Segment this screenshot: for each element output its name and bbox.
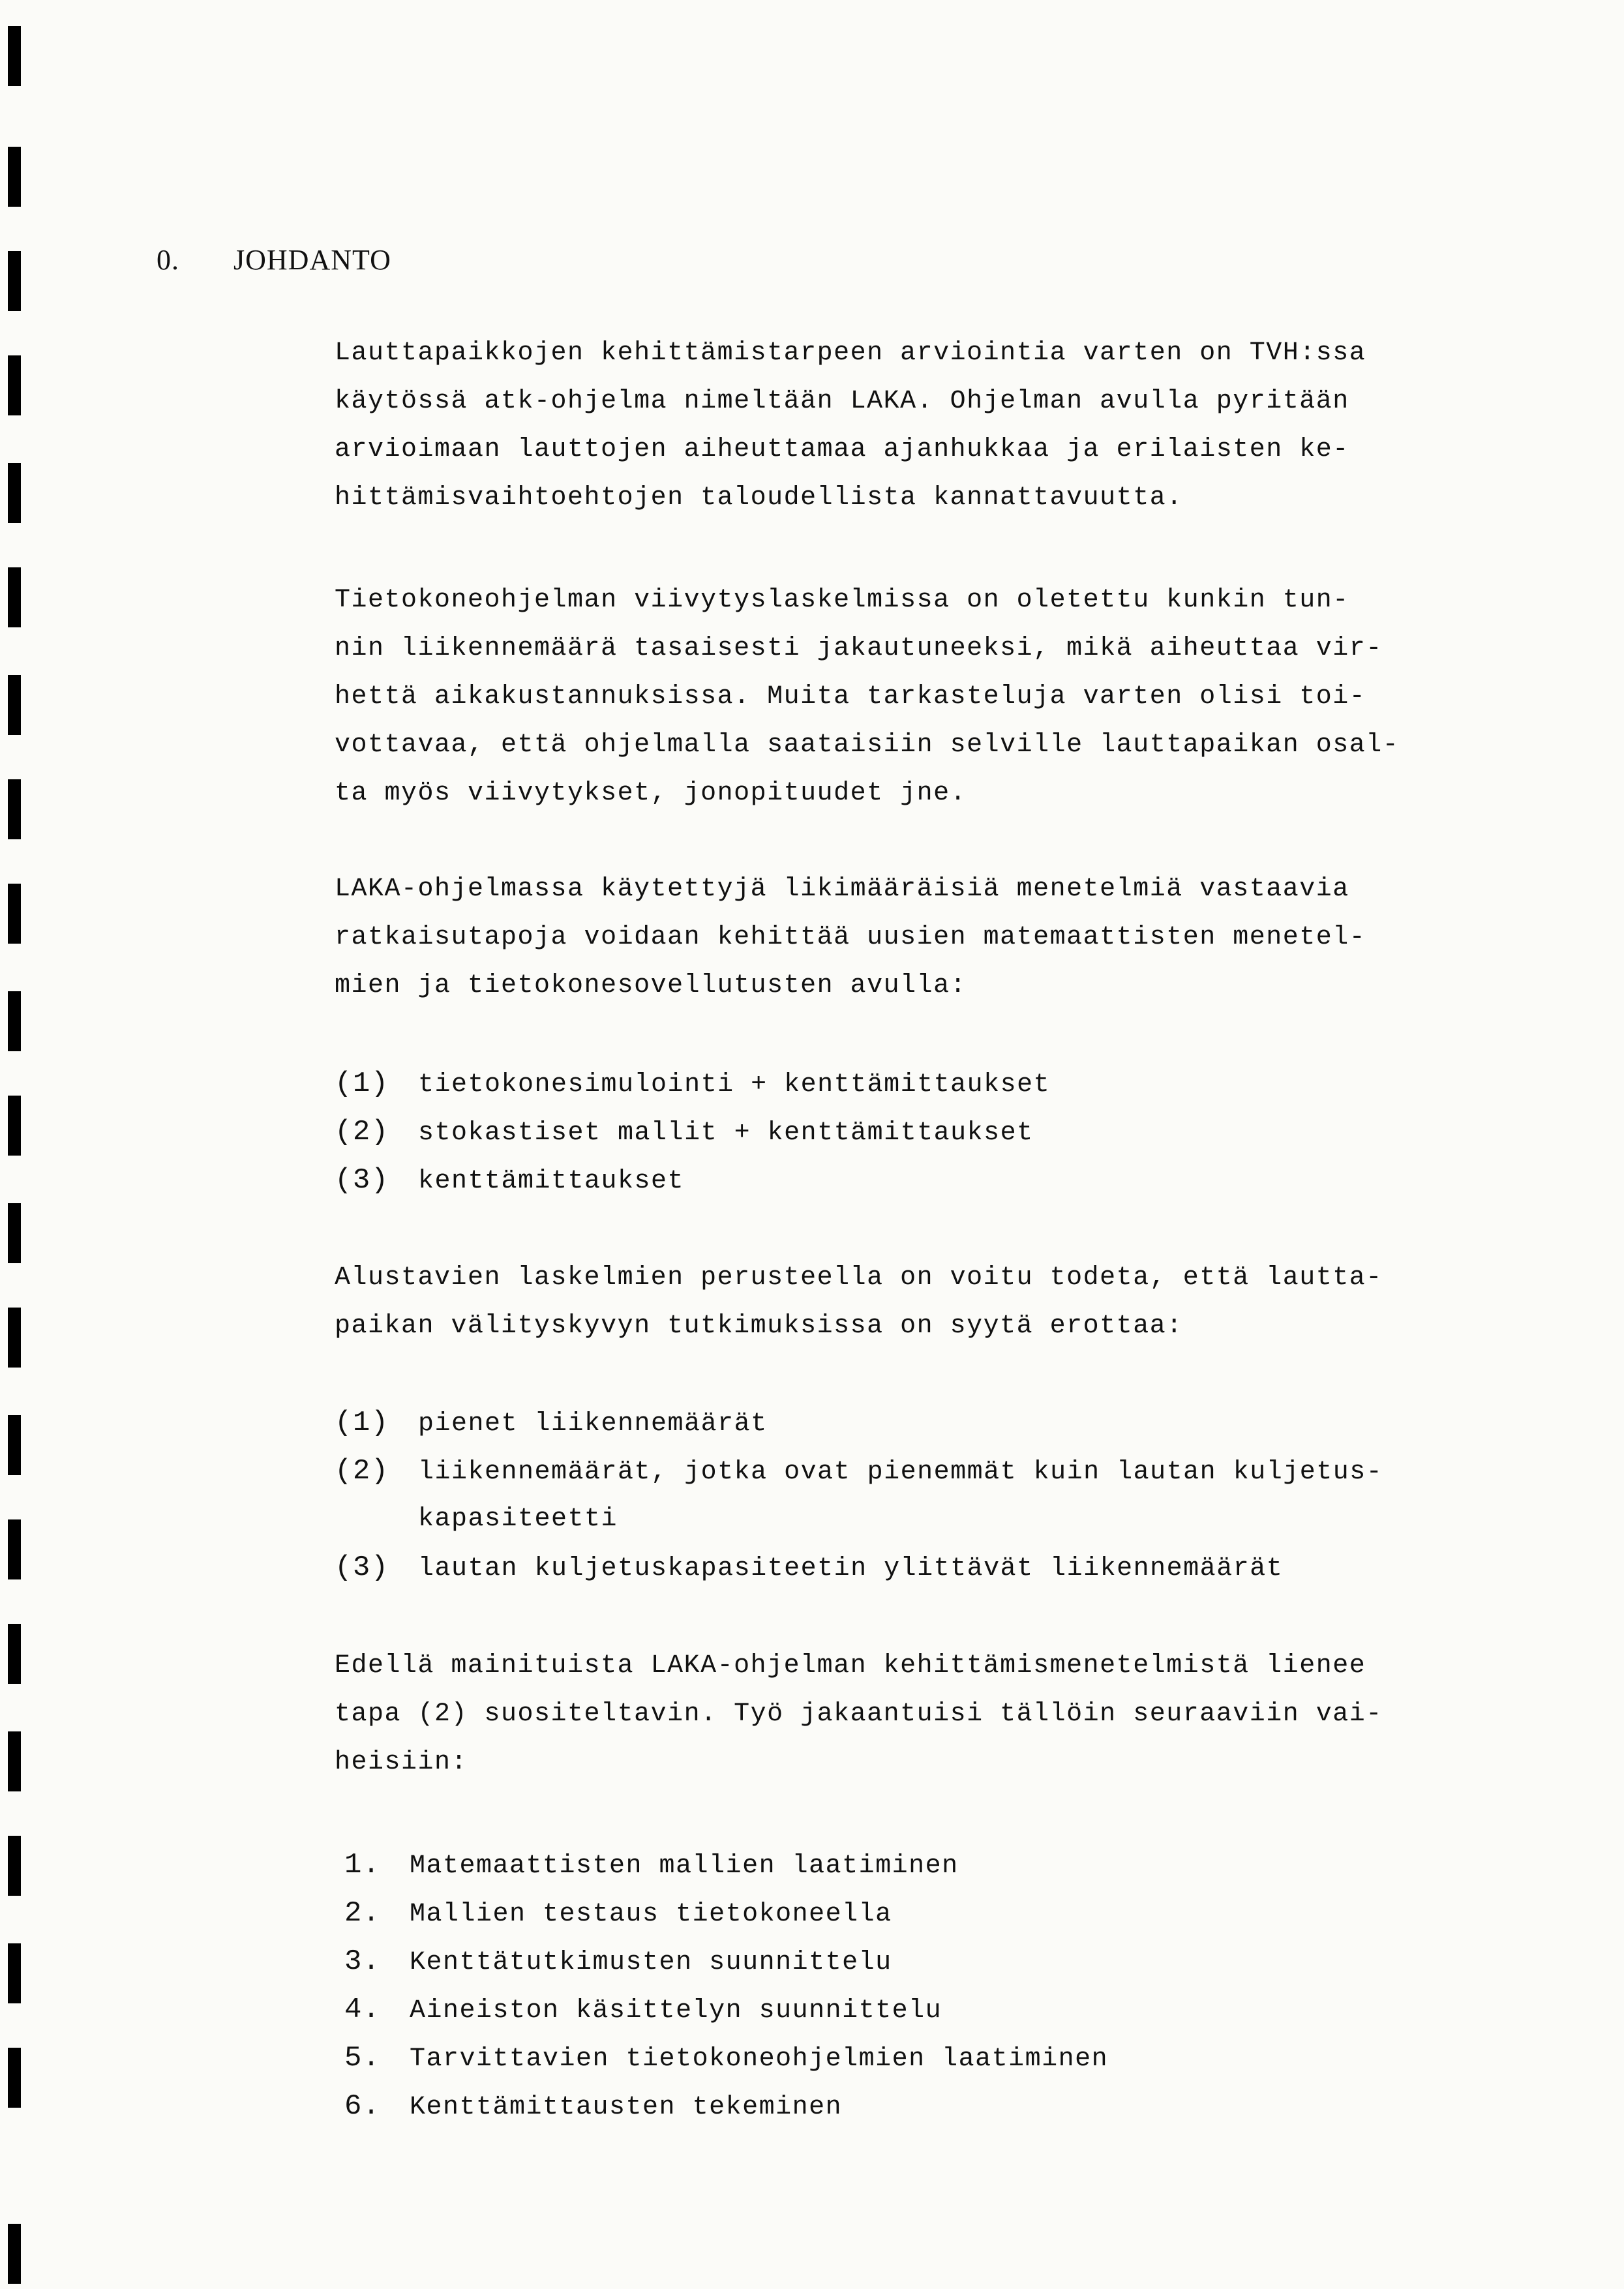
paragraph-line: mien ja tietokonesovellutusten avulla: (335, 971, 967, 1000)
list-marker: 3. (344, 1945, 381, 1978)
paragraph-line: hittämisvaihtoehtojen taloudellista kannattavuutta. (335, 483, 1183, 513)
list-item-text: pienet liikennemäärät (418, 1409, 768, 1439)
traffic-list (335, 1399, 1574, 1592)
paragraph-delay-calculations (335, 576, 1574, 818)
list-marker: (2) (335, 1116, 389, 1148)
list-item-text: kenttämittaukset (418, 1167, 685, 1196)
list-marker: (3) (335, 1164, 389, 1197)
paragraph-preliminary (335, 1254, 1574, 1351)
list-marker: 5. (344, 2042, 381, 2074)
paragraph-line: Tietokoneohjelman viivytyslaskelmissa on oletettu kunkin tun- (335, 586, 1349, 615)
paragraph-line: paikan välityskyvyn tutkimuksissa on syytä erottaa: (335, 1311, 1183, 1341)
paragraph-line: ratkaisutapoja voidaan kehittää uusien matemaattisten menetel- (335, 923, 1366, 952)
binding-hole (8, 147, 21, 207)
binding-hole (8, 567, 21, 627)
list-marker: (2) (335, 1455, 389, 1488)
methods-list (335, 1060, 1574, 1204)
list-item-text: Matemaattisten mallien laatiminen (410, 1851, 959, 1881)
list-item-text: lautan kuljetuskapasiteetin ylittävät liikennemäärät (418, 1554, 1284, 1583)
binding-hole (8, 1096, 21, 1156)
list-item (344, 2034, 1584, 2082)
binding-hole (8, 884, 21, 944)
list-item (344, 1889, 1584, 1937)
paragraph-line: vottavaa, että ohjelmalla saataisiin selville lauttapaikan osal- (335, 730, 1400, 760)
list-item (335, 1399, 1574, 1447)
list-marker: 6. (344, 2090, 381, 2123)
list-item (344, 1937, 1584, 1986)
list-item-text: Kenttätutkimusten suunnittelu (410, 1948, 892, 1977)
paragraph-line: heisiin: (335, 1748, 468, 1777)
list-marker: (1) (335, 1068, 389, 1100)
binding-hole (8, 355, 21, 415)
list-item-continuation: kapasiteetti (418, 1504, 618, 1534)
list-item (335, 1156, 1574, 1204)
list-item-text: Tarvittavien tietokoneohjelmien laatiminen (410, 2044, 1109, 2074)
section-title: JOHDANTO (233, 244, 391, 276)
list-item-text: tietokonesimulointi + kenttämittaukset (418, 1070, 1051, 1100)
list-item (344, 1986, 1584, 2034)
list-item (335, 1544, 1574, 1592)
paragraph-line: Lauttapaikkojen kehittämistarpeen arviointia varten on TVH:ssa (335, 338, 1366, 368)
binding-hole (8, 1836, 21, 1896)
list-item (335, 1060, 1574, 1108)
paragraph-line: ta myös viivytykset, jonopituudet jne. (335, 779, 967, 808)
paragraph-line: Edellä mainituista LAKA-ohjelman kehittämismenetelmistä lienee (335, 1651, 1366, 1681)
list-item (344, 2082, 1584, 2131)
paragraph-line: tapa (2) suositeltavin. Työ jakaantuisi tällöin seuraaviin vai- (335, 1699, 1383, 1729)
list-marker: 4. (344, 1994, 381, 2026)
paragraph-recommendation (335, 1642, 1574, 1787)
section-number: 0. (157, 244, 179, 276)
list-item (335, 1447, 1574, 1495)
list-item-text: Kenttämittausten tekeminen (410, 2093, 843, 2122)
binding-hole (8, 1308, 21, 1368)
paragraph-intro (335, 329, 1574, 522)
binding-hole (8, 1943, 21, 2003)
binding-hole (8, 1415, 21, 1475)
paragraph-line: arvioimaan lauttojen aiheuttamaa ajanhukkaa ja erilaisten ke- (335, 435, 1349, 464)
paragraph-line: hettä aikakustannuksissa. Muita tarkasteluja varten olisi toi- (335, 682, 1366, 711)
section-heading (157, 236, 391, 284)
binding-hole (8, 675, 21, 735)
paragraph-line: Alustavien laskelmien perusteella on voitu todeta, että lautta- (335, 1263, 1383, 1293)
binding-hole (8, 779, 21, 839)
list-item-text: liikennemäärät, jotka ovat pienemmät kuin lautan kuljetus- (418, 1458, 1383, 1487)
list-marker: (3) (335, 1551, 389, 1584)
binding-hole (8, 991, 21, 1051)
list-marker: 2. (344, 1897, 381, 1930)
list-item (335, 1108, 1574, 1156)
binding-hole (8, 1519, 21, 1579)
binding-hole (8, 251, 21, 311)
list-marker: 1. (344, 1849, 381, 1881)
paragraph-line: LAKA-ohjelmassa käytettyjä likimääräisiä menetelmiä vastaavia (335, 875, 1349, 904)
binding-hole (8, 2048, 21, 2108)
paragraph-line: nin liikennemäärä tasaisesti jakautuneeksi, mikä aiheuttaa vir- (335, 634, 1383, 663)
paragraph-methods (335, 865, 1574, 1010)
binding-hole (8, 26, 21, 86)
binding-holes (0, 0, 39, 2289)
binding-hole (8, 1731, 21, 1791)
paragraph-line: käytössä atk-ohjelma nimeltään LAKA. Ohjelman avulla pyritään (335, 387, 1349, 416)
list-item (344, 1841, 1584, 1889)
list-item-text: Mallien testaus tietokoneella (410, 1900, 892, 1929)
binding-hole (8, 1624, 21, 1684)
binding-hole (8, 1203, 21, 1263)
phases-list (344, 1841, 1584, 2131)
binding-hole (8, 463, 21, 523)
list-item-text: stokastiset mallit + kenttämittaukset (418, 1118, 1034, 1148)
list-item-text: Aineiston käsittelyn suunnittelu (410, 1996, 942, 2026)
binding-hole (8, 2224, 21, 2284)
list-marker: (1) (335, 1407, 389, 1439)
